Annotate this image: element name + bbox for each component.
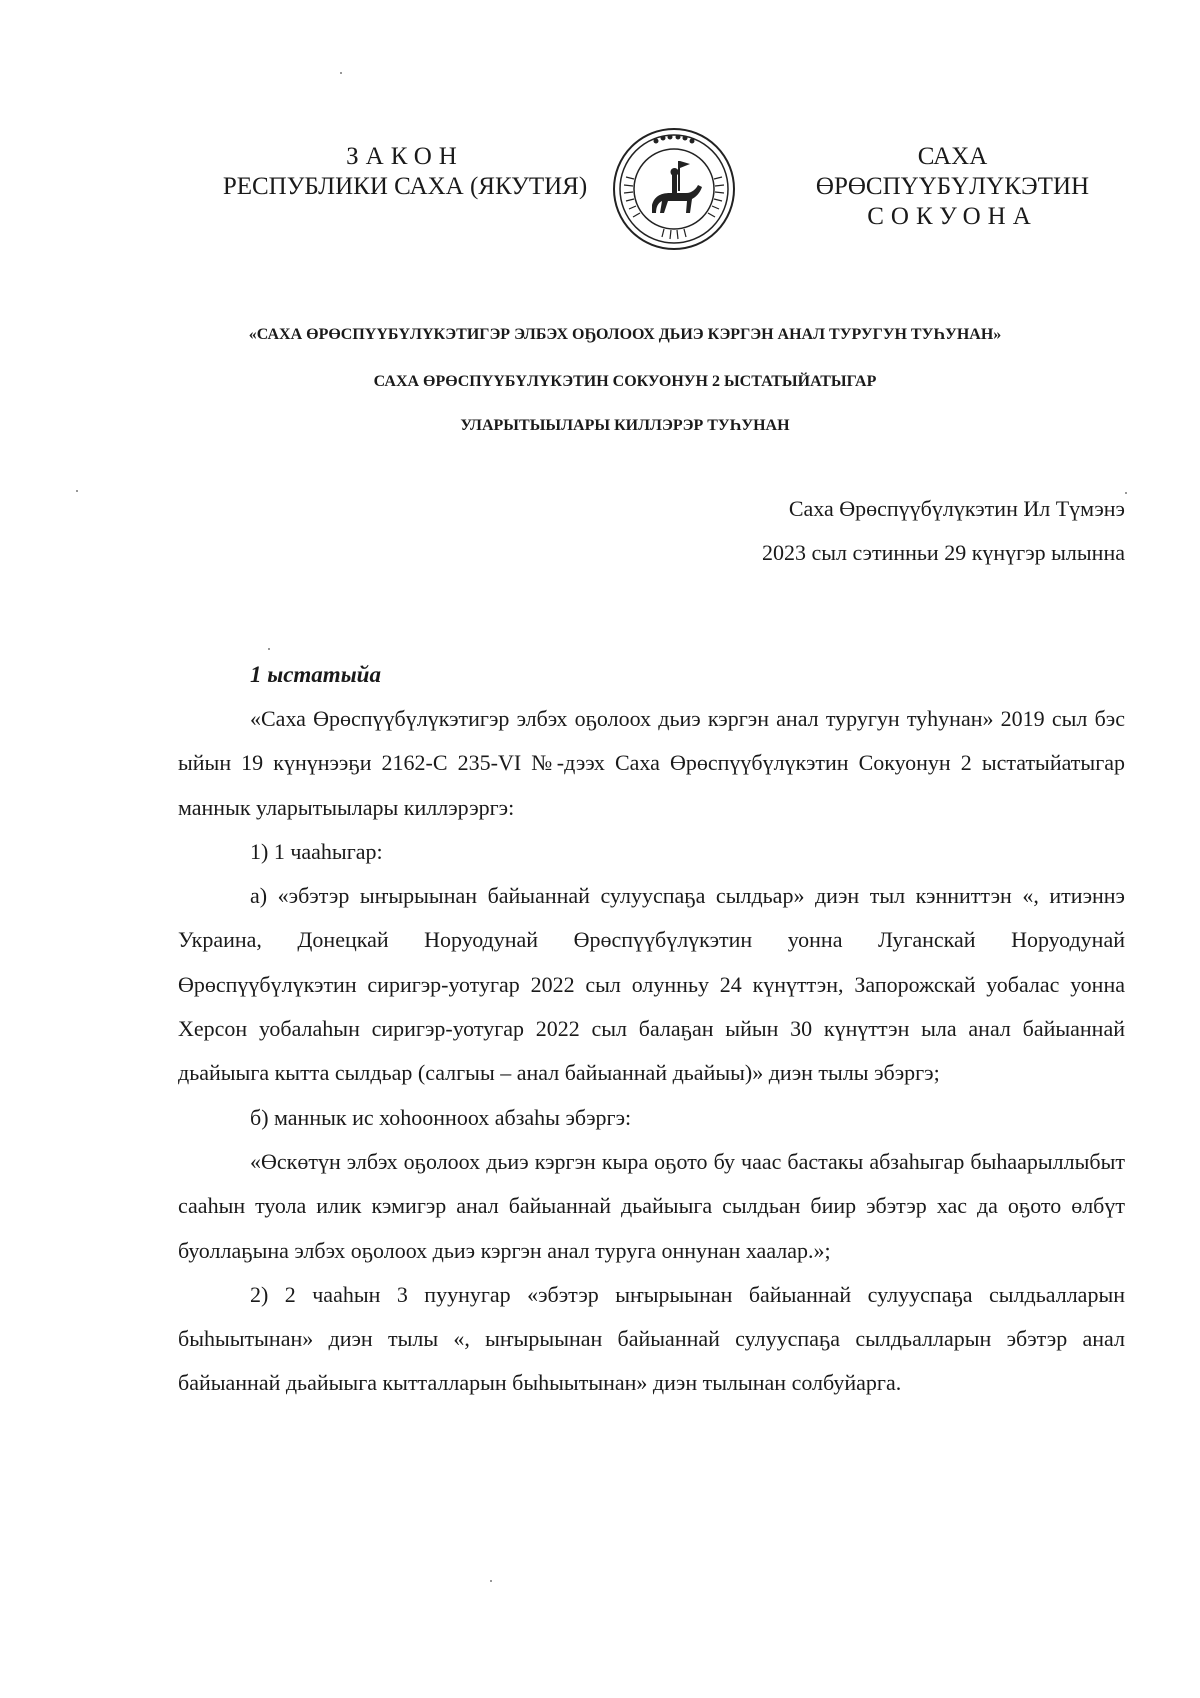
article-heading: 1 ыстатыйа xyxy=(250,662,381,687)
document-title-line-3: УЛАРЫТЫЫЛАРЫ КИЛЛЭРЭР ТУҺУНАН xyxy=(460,417,790,434)
header-left-republic: РЕСПУБЛИКИ САХА (ЯКУТИЯ) xyxy=(222,173,588,200)
header-right xyxy=(780,142,1125,232)
scan-speck xyxy=(268,648,270,650)
article-body xyxy=(178,697,1125,1406)
document-title-line-1: «САХА ӨРӨСПҮҮБҮЛҮКЭТИГЭР ЭЛБЭХ ОҔОЛООХ ДЬИЭ КЭРГЭН АНАЛ ТУРУГУН ТУҺУНАН» xyxy=(248,326,1002,343)
scan-speck xyxy=(490,1580,492,1582)
document-title-line-2: САХА ӨРӨСПҮҮБҮЛҮКЭТИН СОКУОНУН 2 ЫСТАТЫЙАТЫГАР xyxy=(373,373,877,390)
article-paragraph: 2) 2 чааһын 3 пуунугар «эбэтэр ыҥырыынан байыаннай сулууспаҕа сылдьалларын быһыытынан» диэн тылы «, ыҥырыынан байыаннай сулууспаҕа сылдьалларын эбэтэр анал байыаннай дьайыыга кытталларын быһыытынан» диэн тылынан солбуйарга. xyxy=(178,1281,1125,1396)
emblem-icon xyxy=(612,127,736,251)
adoption-date: 2023 сыл сэтинньи 29 күнүгэр ылынна xyxy=(761,540,1125,565)
article-paragraph: 1) 1 чааһыгар: xyxy=(250,838,383,864)
header-right-republic: САХА ӨРӨСПҮҮБҮЛҮКЭТИН xyxy=(815,143,1090,200)
scan-speck xyxy=(1125,492,1127,494)
header-left-law-word: ЗАКОН xyxy=(346,143,464,170)
adopting-body: Саха Өрөспүүбүлүкэтин Ил Түмэнэ xyxy=(788,496,1125,521)
article-paragraph: «Саха Өрөспүүбүлүкэтигэр элбэх оҕолоох дьиэ кэргэн анал туругун туһунан» 2019 сыл бэс ыйын 19 күнүнээҕи 2162-С 235-VI №-дээх Саха Өрөспүүбүлүкэтин Сокуонун 2 ыстатыйатыгар маннык уларытыылары киллэрэргэ: xyxy=(178,706,1125,820)
article-paragraph: а) «эбэтэр ыҥырыынан байыаннай сулууспаҕа сылдьар» диэн тыл кэнниттэн «, итиэннэ Украина, Донецкай Норуодунай Өрөспүүбүлүкэтин уонна Луганскай Норуодунай Өрөспүүбүлүкэтин сиригэр-уотугар 2022 сыл олунньу 24 күнүттэн, Запорожскай уобалас уонна Херсон уобалаһын сиригэр-уотугар 2022 сыл балаҕан ыйын 30 күнүттэн ыла анал байыаннай дьайыыга кытта сылдьар (салгыы – анал байыаннай дьайыы)» диэн тылы эбэргэ; xyxy=(178,883,1125,1086)
article-paragraph: б) маннык ис хоһоонноох абзаһы эбэргэ: xyxy=(250,1104,632,1130)
header-left xyxy=(215,142,595,202)
scan-speck xyxy=(76,490,78,492)
scan-speck xyxy=(340,72,342,74)
header-right-law-word: СОКУОНА xyxy=(867,203,1038,230)
article-paragraph: «Өскөтүн элбэх оҕолоох дьиэ кэргэн кыра оҕото бу чаас бастакы абзаһыгар быһаарыллыбыт сааһын туола илик кэмигэр анал байыаннай дьайыыга сылдьан биир эбэтэр хас да оҕото өлбүт буоллаҕына элбэх оҕолоох дьиэ кэргэн анал туруга оннунан хаалар.»; xyxy=(178,1148,1125,1263)
